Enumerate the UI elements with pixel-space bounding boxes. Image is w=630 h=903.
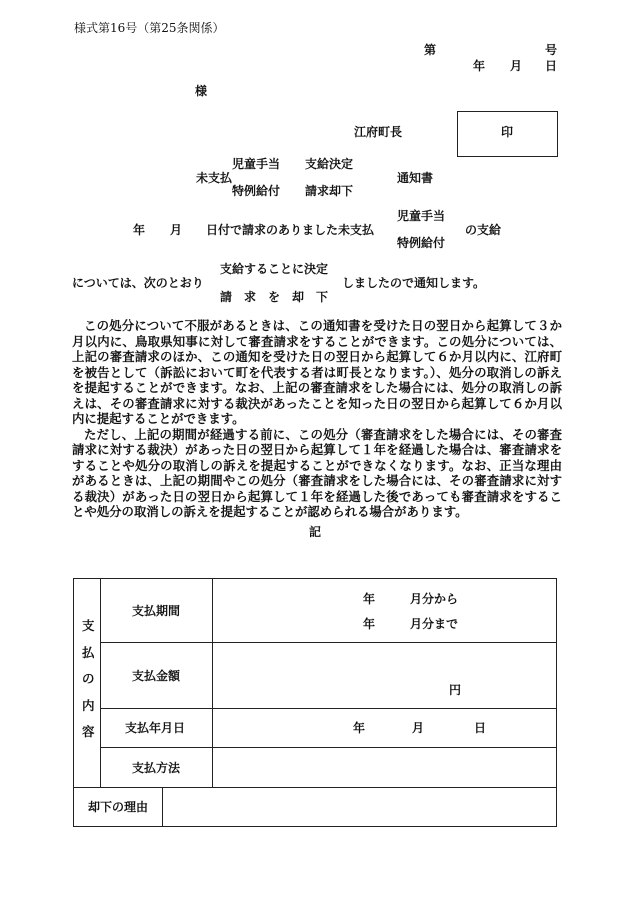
decision-suffix: しましたので通知します。 [342, 276, 486, 290]
period-to: 月分まで [410, 617, 459, 631]
form-number: 様式第16号（第25条関係） [74, 21, 225, 35]
row-label-method: 支払方法 [132, 761, 181, 775]
side-char-5: 容 [82, 724, 95, 739]
table-border-left [73, 578, 74, 827]
table-border-top [73, 578, 557, 579]
table-row-divider-2 [100, 708, 557, 709]
issuer-name: 江府町長 [354, 125, 403, 139]
request-year: 年 [133, 223, 146, 237]
table-border-right [556, 578, 557, 827]
doc-number-dai: 第 [424, 43, 437, 57]
title-tsuchisho: 通知書 [397, 171, 434, 185]
seal-mark: 印 [501, 125, 514, 139]
period-from: 月分から [410, 592, 459, 606]
table-label-divider [212, 578, 213, 787]
doc-number-go: 号 [545, 43, 558, 57]
decision-option-approve: 支給することに決定 [220, 262, 329, 276]
date-month: 月 [510, 59, 523, 73]
table-row-divider-3 [100, 747, 557, 748]
table-reason-divider [162, 787, 163, 827]
request-text: 日付で請求のありました未支払 [206, 223, 375, 237]
request-jidou-teate: 児童手当 [397, 209, 446, 223]
side-char-2: 払 [82, 644, 95, 660]
decision-prefix: については、次のとおり [72, 276, 204, 290]
table-row-divider-4 [73, 787, 557, 788]
period-from-year: 年 [363, 592, 376, 606]
table-border-bottom [73, 826, 557, 827]
pay-date-day: 日 [474, 721, 487, 735]
notice-body [72, 318, 562, 520]
pay-date-year: 年 [353, 721, 366, 735]
title-tokurei-kyufu: 特例給付 [232, 184, 281, 198]
title-mishiharai: 未支払 [196, 171, 233, 185]
notice-paragraph-1: この処分について不服があるときは、この通知書を受けた日の翌日から起算して３か月以内に、鳥取県知事に対して審査請求をすることができます。この処分については、上記の審査請求のほか、この通知を受けた日の翌日から起算して６か月以内に、江府町を被告として（訴訟において町を代表する者は町長となります。）、処分の取消しの訴えを提起することができます。なお、上記の審査請求をした場合には、処分の取消しの訴えは、その審査請求に対する裁決があったことを知った日の翌日から起算して６か月以内に提起することができます。 [72, 318, 562, 426]
period-to-year: 年 [363, 617, 376, 631]
title-jidou-teate: 児童手当 [232, 157, 281, 171]
table-side-divider [100, 578, 101, 787]
title-shikyu-kettei: 支給決定 [305, 157, 354, 171]
table-row-divider-1 [100, 642, 557, 643]
date-year: 年 [473, 59, 486, 73]
row-label-amount: 支払金額 [132, 669, 181, 683]
amount-unit: 円 [449, 683, 462, 697]
table-side-label [82, 616, 94, 749]
request-month: 月 [170, 223, 183, 237]
pay-date-month: 月 [412, 721, 425, 735]
request-no-shikyu: の支給 [465, 223, 502, 237]
row-label-reason: 却下の理由 [88, 800, 149, 814]
request-tokurei-kyufu: 特例給付 [397, 236, 446, 250]
addressee-sama: 様 [195, 84, 208, 98]
decision-option-reject: 請 求 を 却 下 [220, 290, 329, 304]
side-char-3: の [82, 671, 95, 686]
title-seikyu-kyakka: 請求却下 [305, 184, 354, 198]
side-char-4: 内 [82, 697, 95, 713]
ki-mark: 記 [309, 525, 322, 539]
date-day: 日 [545, 59, 558, 73]
row-label-date: 支払年月日 [125, 721, 186, 735]
notice-paragraph-2: ただし、上記の期間が経過する前に、この処分（審査請求をした場合には、その審査請求に対する裁決）があった日の翌日から起算して１年を経過した場合は、審査請求をすることや処分の取消しの訴えを提起することができなくなります。なお、正当な理由があるときは、上記の期間やこの処分（審査請求をした場合には、その審査請求に対する裁決）があった日の翌日から起算して１年を経過した後であっても審査請求をすることや処分の取消しの訴えを提起することが認められる場合があります。 [72, 426, 562, 519]
row-label-period: 支払期間 [132, 604, 181, 618]
side-char-1: 支 [82, 618, 95, 633]
